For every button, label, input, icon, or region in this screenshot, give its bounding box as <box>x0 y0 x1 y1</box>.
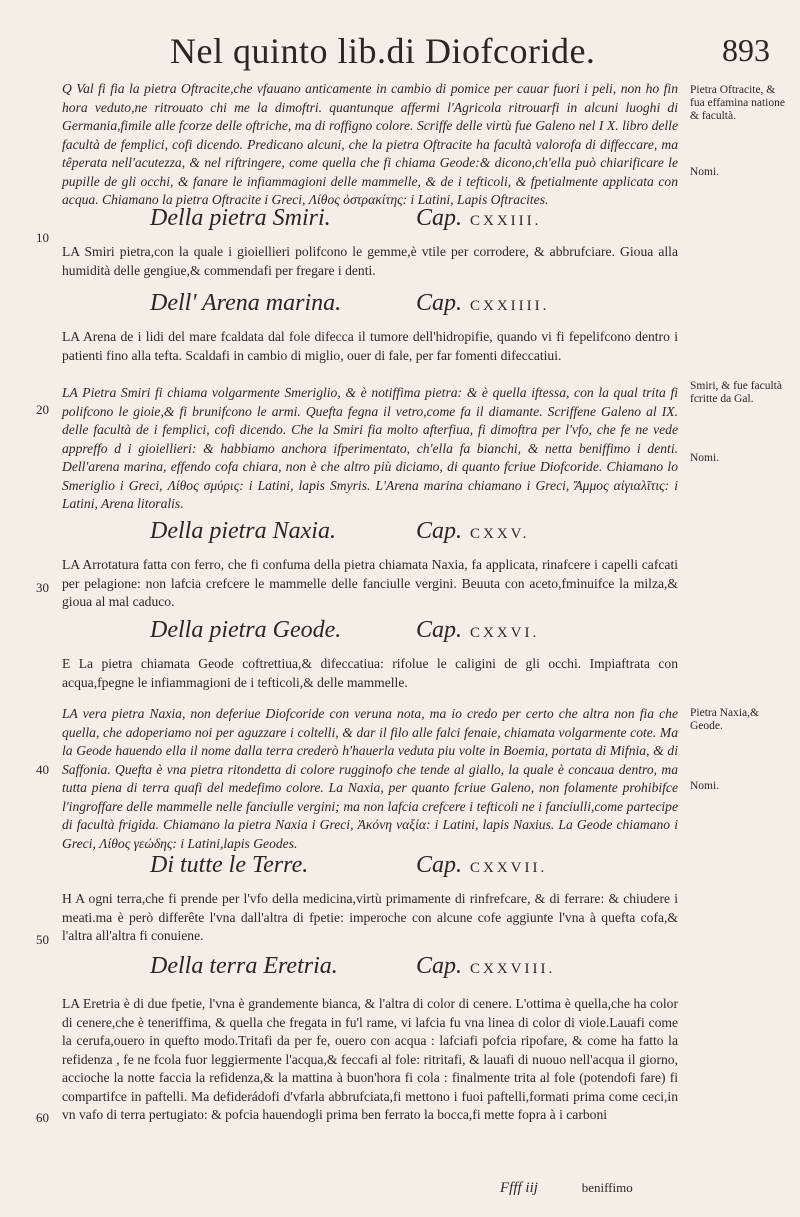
chapter-heading <box>150 852 650 886</box>
paragraph: LA Pietra Smiri fi chiama volgarmente Smeriglio, & è notiffima pietra: & è quella iftessa, con la qual trita fi polifcono le gioie,& fi brunifcono le armi. Quefta fegna il vetro,come fa il diamante. Scriffene Galeno al IX. delle facultà de i femplici, cofi dicendo. Che la Smiri fia molto afterfiua, fi dimoftra per l'vfo, che fe ne vede appreffo d i gioiellieri: & habbiamo anchora ifperimentato, ch'ella fa bianchi, & netta beniffimo i denti. Dell'arena marina, effendo cofa chiara, non è che altro più diciamo, di quanto fcriue Diofcoride. Chiamano lo Smeriglio i Greci, Λίθος σμύρις: i Latini, lapis Smyris. L'Arena marina chiamano i Greci, Ἄμμος αἰγιαλῖτις: i Latini, Arena litoralis. <box>62 385 678 511</box>
chapter-heading <box>150 290 650 324</box>
line-number: 20 <box>36 402 49 417</box>
ostracite-commentary <box>62 80 678 207</box>
chapter-title: Della pietra Naxia. <box>150 518 336 544</box>
signature-line <box>500 1180 740 1197</box>
margin-note: Pietra Oftracite, & fua effamina natione & facultà. <box>690 84 785 122</box>
margin-note: Smiri, & fue facultà fcritte da Gal. <box>690 380 782 405</box>
folio-number: 893 <box>722 32 770 68</box>
line-number: 30 <box>36 580 49 595</box>
paragraph: LA Eretria è di due fpetie, l'vna è grandemente bianca, & l'altra di color di cenere. L'ottima è quella,che ha color di cenere,che è teneriffima, & quella che fregata in fu'l rame, vi lafcia fu vna linea di color di viole.Lauafi come la cerufa,ouero in quefto modo.Tritafi da per fe, ouero con acqua : lafciafi pofcia ripofare, & come ha fatto la refidenza , fe ne fcola fuor leggiermente l'acqua,& feccafi al fole: ritritafi, & lauafi di nuouo nell'acqua il giorno, accioche la notte faccia la refidenza,& la mattina à buon'hora fi cola : finalmente trita al fole (potendofi fare) fi compartifce in paftelli. Ma defiderádofi d'vfarla abbrufciata,fi mettono i fuoi paftelli,formati prima come ceci,in vn vafo di terra pertugiato: & pofcia hauendogli prima ben ferrato la bocca,fi mette fopra à i carboni <box>62 996 678 1122</box>
line-number: 10 <box>36 230 49 245</box>
paragraph: E La pietra chiamata Geode coftrettiua,& difeccatiua: rifolue le caligini de gli occhi. Impiaftrata con acqua,fpegne le infiammagioni de i tefticoli,& delle mammelle. <box>62 656 678 690</box>
line-number: 50 <box>36 932 49 947</box>
arena-commentary <box>62 384 678 511</box>
running-head <box>170 30 790 74</box>
cap-word: Cap. <box>416 290 463 316</box>
chapter-heading <box>150 953 650 987</box>
cap-word: Cap. <box>416 518 463 544</box>
margin-note: Nomi. <box>690 780 720 792</box>
paragraph: LA Arrotatura fatta con ferro, che fi confuma della pietra chiamata Naxia, fa applicata, rinafcere i capelli cafcati per pelagione: non lafcia crefcere le mammelle delle fanciulle vergini. Beuuta con aceto,fminuifce la milza,& gioua al mal caduco. <box>62 557 678 609</box>
chapter-label <box>416 953 555 980</box>
arena-text <box>62 328 678 384</box>
paragraph: H A ogni terra,che fi prende per l'vfo della medicina,virtù primamente di rinfrefcare, & di ferrare: & chiudere i meati.ma è però differête l'vna dall'altra di fpetie: imperoche con alcune cofe aggiunte l'vna à quefta cofa,& l'altra all'altra fi conuiene. <box>62 891 678 943</box>
chapter-label <box>416 617 539 644</box>
cap-word: Cap. <box>416 953 463 979</box>
chapter-label <box>416 852 547 879</box>
cap-word: Cap. <box>416 852 463 878</box>
line-number: 40 <box>36 762 49 777</box>
line-number: 60 <box>36 1110 49 1125</box>
naxia-text <box>62 556 678 612</box>
signature-mark <box>500 1180 538 1197</box>
margin-note: Nomi. <box>690 166 720 178</box>
chapter-title: Di tutte le Terre. <box>150 852 309 878</box>
cap-word: Cap. <box>416 205 463 231</box>
chapter-heading <box>150 518 650 552</box>
geode-text <box>62 655 678 693</box>
chapter-number: CXXVI. <box>470 625 540 641</box>
chapter-label <box>416 205 541 232</box>
margin-note: Nomi. <box>690 452 720 464</box>
chapter-number: CXXV. <box>470 526 530 542</box>
chapter-title: Della pietra Smiri. <box>150 205 331 231</box>
chapter-number: CXXVIII. <box>470 961 556 977</box>
chapter-label <box>416 518 529 545</box>
cap-word: Cap. <box>416 617 463 643</box>
signature-sub: iij <box>525 1180 538 1196</box>
paragraph: LA Smiri pietra,con la quale i gioiellieri polifcono le gemme,è vtile per corrodere, & abbrufciare. Gioua alla humidità delle gengiue,& commendafi per fregare i denti. <box>62 244 678 278</box>
terre-text <box>62 890 678 948</box>
running-head-title: Nel quinto lib.di Diofcoride. <box>170 31 596 71</box>
signature-letters: Ffff <box>500 1180 522 1196</box>
paragraph: LA vera pietra Naxia, non deferiue Diofcoride con veruna nota, ma io credo per certo che altra non fia che quella, che adoperiamo noi per aguzzare i coltelli, & dar il filo alle falci fenaie, chiamata volgarmente cote. Ma la Geode hauendo ella il nome dalla terra crederò h'hauerla veduta piu volte in Boemia, portata di Mifnia, & di Saffonia. Quefta è vna pietra ritondetta di colore rugginofo che tende al giallo, la quale è concaua dentro, ma tutta piena di terra quafi del medefimo colore. La Naxia, per quanto fcriue Galeno, non folamente prohibifce l'ingroffare delle mammelle nelle fanciulle vergini; ma non lafcia crefcere i tefticoli ne i fanciulli,come partecipe di facultà frigida. Chiamano la pietra Naxia i Greci, Ἀκόνη ναξία: i Latini, lapis Naxius. La Geode chiamano i Greci, Λίθος γεώδης: i Latini,lapis Geodes. <box>62 706 678 851</box>
chapter-number: CXXIIII. <box>470 298 550 314</box>
chapter-heading <box>150 205 650 239</box>
catchword: beniffimo <box>581 1180 633 1195</box>
chapter-heading <box>150 617 650 651</box>
chapter-title: Della pietra Geode. <box>150 617 342 643</box>
smiri-text <box>62 243 678 281</box>
eretria-text <box>62 995 678 1175</box>
chapter-title: Dell' Arena marina. <box>150 290 342 316</box>
chapter-number: CXXIII. <box>470 213 542 229</box>
chapter-label <box>416 290 549 317</box>
margin-note: Pietra Naxia,& Geode. <box>690 707 759 732</box>
paragraph: Q Val fi fia la pietra Oftracite,che vfauano anticamente in cambio di pomice per cauar fuori i peli, non ho fin hora veduto,ne ritrouato chi me la dimoftri. quantunque affermi l'Agricola ritrouarfi in alcuni luoghi di Germania,fimile alle fcorze delle oftriche, ma di roffigno colore. Scriffe delle virtù fue Galeno nel I X. libro delle facultà de femplici, cofi dicendo. Predicano alcuni, che la pietra Oftracite ha facultà valorofa di diffeccare, ma têperata nell'acutezza, & nel riftringere, come quella che fi chiama Geode:& dicono,ch'ella può chiarificare le pupille de gli occhi, & fanare le infiammagioni delle mammelle, & de i tefticoli, & fpetialmente applicata con acqua. Chiamano la pietra Oftracite i Greci, Λίθος ὀστρακίτης: i Latini, Lapis Oftracites. <box>62 81 678 207</box>
chapter-title: Della terra Eretria. <box>150 953 338 979</box>
geode-commentary <box>62 705 678 851</box>
chapter-number: CXXVII. <box>470 860 548 876</box>
paragraph: LA Arena de i lidi del mare fcaldata dal fole difecca il tumore dell'hidropifie, quando vi fi fepelifcono dentro i patienti fino alla tefta. Scaldafi in cambio di miglio, ouer di fale, per far fomenti difeccatiui. <box>62 329 678 363</box>
